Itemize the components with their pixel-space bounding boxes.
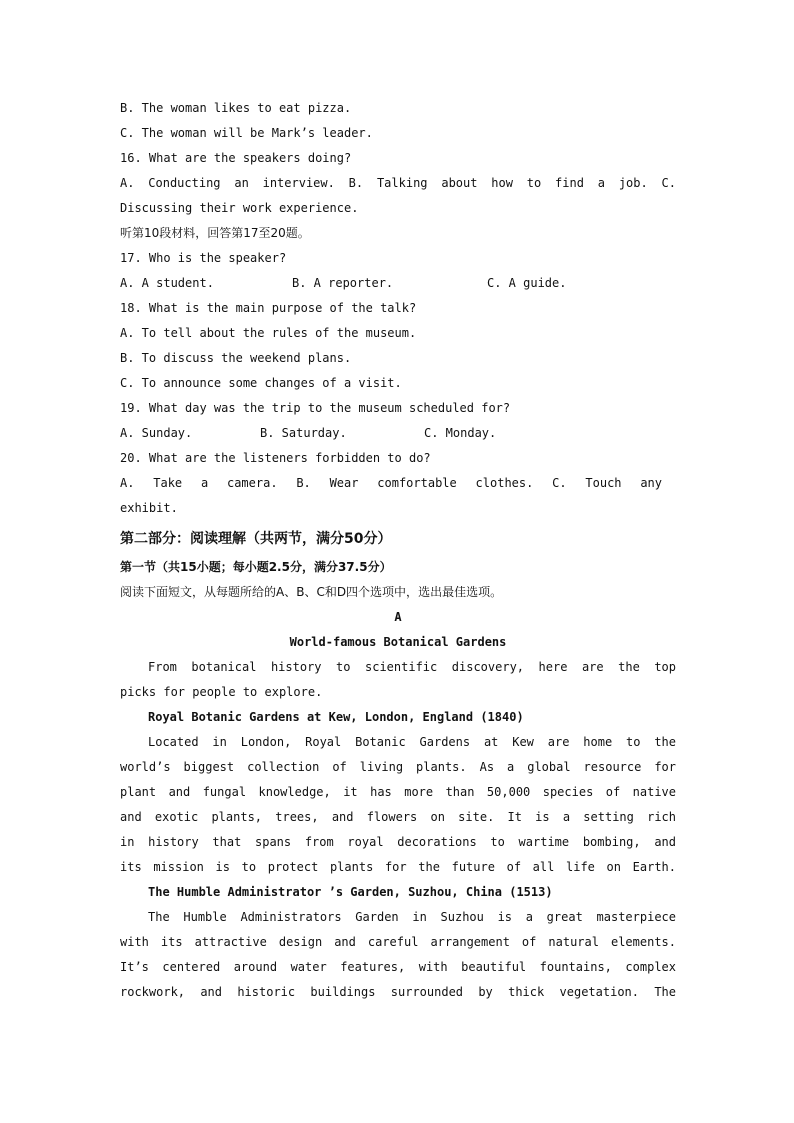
intro-line-1: From botanical history to scientific discovery, here are the top <box>148 660 676 674</box>
q19-question: 19. What day was the trip to the museum scheduled for? <box>120 401 511 415</box>
q16-options-line1: A. Conducting an interview. B. Talking about how to find a job. C. <box>120 176 676 190</box>
q20-question: 20. What are the listeners forbidden to do? <box>120 451 431 465</box>
q18-option-c: C. To announce some changes of a visit. <box>120 376 402 390</box>
passage-title: World-famous Botanical Gardens <box>289 635 507 649</box>
reading-instruction: 阅读下面短文，从每题所给的A、B、C和D四个选项中，选出最佳选项。 <box>120 585 503 599</box>
q20-options-line1: A. Take a camera. B. Wear comfortable clothes. C. Touch any <box>120 476 662 490</box>
reading-part-title: 第二部分：阅读理解（共两节，满分50分） <box>120 531 392 547</box>
q15-option-b: B. The woman likes to eat pizza. <box>120 101 352 115</box>
q20-options-line2: exhibit. <box>120 501 178 515</box>
q17-option-a: A. A student. <box>120 276 214 290</box>
q17-option-b: B. A reporter. <box>292 276 394 290</box>
q18-option-a: A. To tell about the rules of the museum. <box>120 326 417 340</box>
garden2-line-1: The Humble Administrators Garden in Suzhou is a great masterpiece <box>148 910 676 924</box>
garden2-heading: The Humble Administrator ’s Garden, Suzhou, China (1513) <box>148 885 553 899</box>
passage-letter: A <box>394 610 402 624</box>
q19-options <box>120 421 676 446</box>
page-content <box>120 96 676 1005</box>
garden1-line-1: Located in London, Royal Botanic Gardens at Kew are home to the <box>148 735 676 749</box>
passage10-instruction: 听第10段材料，回答第17至20题。 <box>120 226 310 240</box>
q18-question: 18. What is the main purpose of the talk? <box>120 301 417 315</box>
q16-options-line2: Discussing their work experience. <box>120 201 359 215</box>
q19-option-a: A. Sunday. <box>120 426 193 440</box>
q19-option-b: B. Saturday. <box>260 426 347 440</box>
reading-section-title: 第一节（共15小题；每小题2.5分，满分37.5分） <box>120 560 392 574</box>
garden2-line-2: with its attractive design and careful arrangement of natural elements. <box>120 935 676 949</box>
q16-question: 16. What are the speakers doing? <box>120 151 352 165</box>
intro-line-2: picks for people to explore. <box>120 685 323 699</box>
garden1-line-5: in history that spans from royal decorations to wartime bombing, and <box>120 835 676 849</box>
garden1-heading: Royal Botanic Gardens at Kew, London, England (1840) <box>148 710 524 724</box>
garden2-line-4: rockwork, and historic buildings surrounded by thick vegetation. The <box>120 985 676 999</box>
garden1-line-2: world’s biggest collection of living plants. As a global resource for <box>120 760 676 774</box>
q17-option-c: C. A guide. <box>487 276 567 290</box>
garden2-line-3: It’s centered around water features, with beautiful fountains, complex <box>120 960 676 974</box>
garden1-line-4: and exotic plants, trees, and flowers on site. It is a setting rich <box>120 810 676 824</box>
q17-question: 17. Who is the speaker? <box>120 251 287 265</box>
garden1-line-6: its mission is to protect plants for the future of all life on Earth. <box>120 860 676 874</box>
q19-option-c: C. Monday. <box>424 426 497 440</box>
q15-option-c: C. The woman will be Mark’s leader. <box>120 126 373 140</box>
garden1-line-3: plant and fungal knowledge, it has more than 50,000 species of native <box>120 785 676 799</box>
q18-option-b: B. To discuss the weekend plans. <box>120 351 352 365</box>
q17-options <box>120 271 676 296</box>
